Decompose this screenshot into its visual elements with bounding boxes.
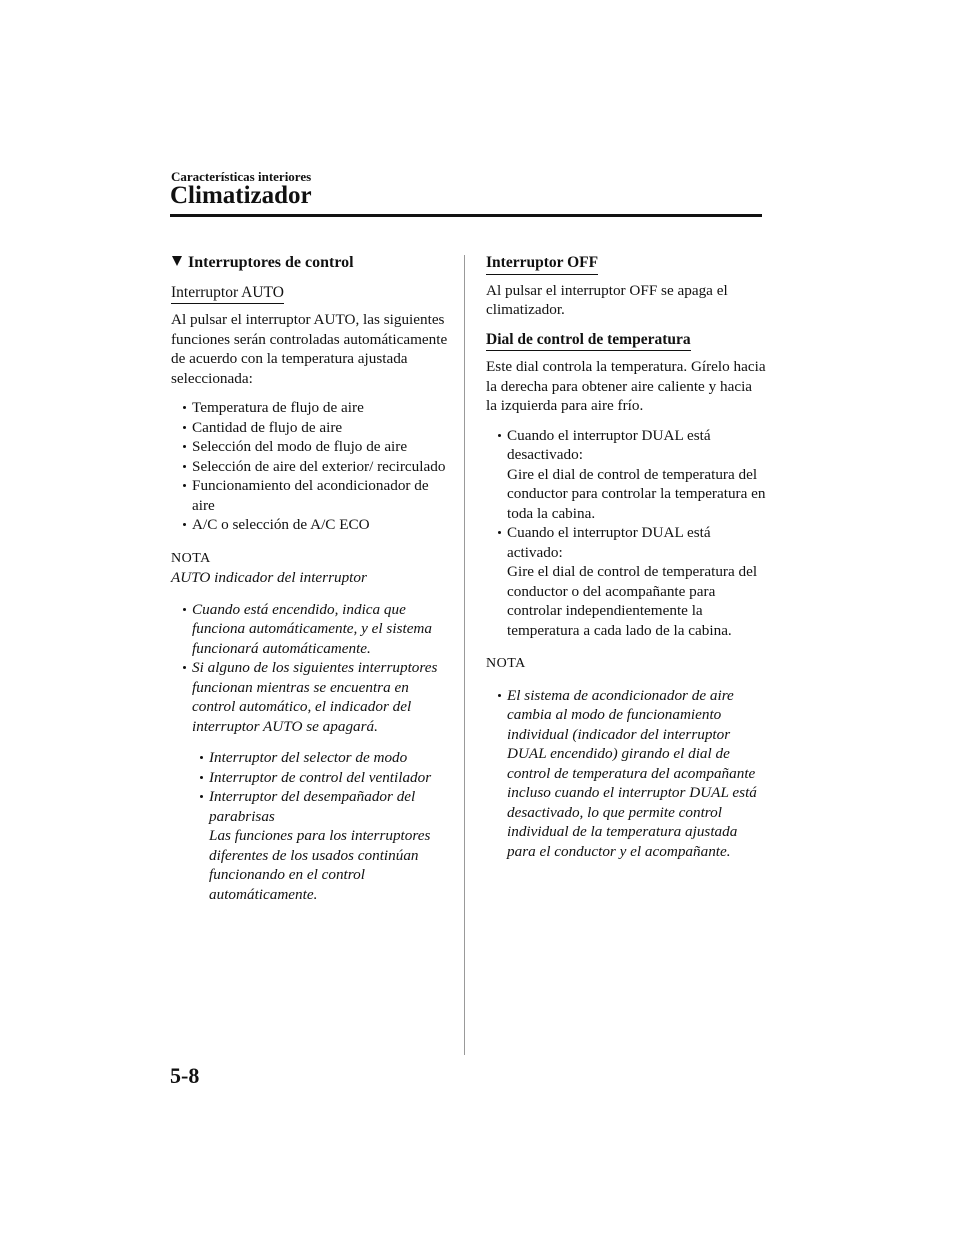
list-item: A/C o selección de A/C ECO: [180, 515, 451, 535]
list-item: Interruptor del selector de modo: [197, 748, 451, 768]
list-item: Selección de aire del exterior/ recirculado: [180, 457, 451, 477]
list-item: Funcionamiento del acondicionador de aire: [180, 476, 451, 515]
list-item: Si alguno de los siguientes interruptores funcionan mientras se encuentra en control automático, el indicador del interruptor AUTO se apagará.: [180, 658, 451, 736]
list-item: Temperatura de flujo de aire: [180, 398, 451, 418]
auto-switch-text: Al pulsar el interruptor AUTO, las siguientes funciones serán controladas automáticamente de acuerdo con la temperatura ajustada seleccionada:: [171, 311, 448, 387]
temperature-dial-title: Dial de control de temperatura: [486, 330, 691, 352]
list-item: El sistema de acondicionador de aire cambia al modo de funcionamiento individual (indicador del interruptor DUAL encendido) girando el dial de control de temperatura del acompañante incluso cuando el interruptor DUAL está desactivado, lo que permite control individual de la temperatura ajustada para el conductor y el acompañante.: [495, 686, 766, 862]
note-label: NOTA: [171, 550, 211, 566]
bullet-icon: [498, 531, 501, 534]
bullet-icon: [183, 608, 186, 611]
off-switch-title: Interruptor OFF: [486, 253, 598, 275]
page-number: 5-8: [170, 1063, 200, 1088]
bullet-icon: [183, 666, 186, 669]
column-divider: [464, 255, 465, 1055]
note-title: AUTO indicador del interruptor: [171, 569, 367, 586]
list-item: Interruptor del desempañador del parabrisas Las funciones para los interruptores diferentes de los usados continúan funcionando en el control automáticamente.: [197, 787, 451, 904]
auto-switch-title: Interruptor AUTO: [171, 283, 284, 305]
list-item: Selección del modo de flujo de aire: [180, 437, 451, 457]
note-list: [495, 686, 766, 862]
off-switch-text: Al pulsar el interruptor OFF se apaga el climatizador.: [486, 281, 728, 318]
bullet-icon: [183, 445, 186, 448]
page-title: Climatizador: [170, 182, 312, 209]
bullet-icon: [498, 434, 501, 437]
header-rule: [170, 214, 762, 217]
bullet-icon: [183, 426, 186, 429]
note-sublist: [197, 748, 451, 904]
bullet-icon: [183, 465, 186, 468]
bullet-icon: [200, 795, 203, 798]
bullet-icon: [183, 523, 186, 526]
note-list: [180, 600, 451, 737]
bullet-icon: [200, 756, 203, 759]
note-subtext: Las funciones para los interruptores diferentes de los usados continúan funcionando en el control automáticamente.: [209, 827, 431, 903]
triangle-down-icon: [172, 256, 182, 266]
dial-list: [495, 426, 766, 641]
list-item: Interruptor de control del ventilador: [197, 768, 451, 788]
list-item: Cuando está encendido, indica que funciona automáticamente, y el sistema funcionará automáticamente.: [180, 600, 451, 659]
bullet-icon: [200, 776, 203, 779]
list-item: Cuando el interruptor DUAL está desactivado: Gire el dial de control de temperatura del conductor para controlar la temperatura en toda la cabina.: [495, 426, 766, 524]
left-column: [171, 253, 451, 914]
section-label: Características interiores: [171, 169, 312, 184]
right-column: [486, 253, 766, 871]
list-item: Cuando el interruptor DUAL está activado: Gire el dial de control de temperatura del conductor o del acompañante para controlar independientemente la temperatura a cada lado de la cabina.: [495, 523, 766, 640]
list-item: Cantidad de flujo de aire: [180, 418, 451, 438]
note-label: NOTA: [486, 656, 526, 671]
bullet-icon: [498, 694, 501, 697]
bullet-icon: [183, 484, 186, 487]
auto-function-list: [180, 398, 451, 535]
temperature-dial-text: Este dial controla la temperatura. Gírelo hacia la derecha para obtener aire caliente y hacia la izquierda para aire frío.: [486, 358, 766, 414]
bullet-icon: [183, 406, 186, 409]
section-heading: Interruptores de control: [171, 253, 451, 273]
